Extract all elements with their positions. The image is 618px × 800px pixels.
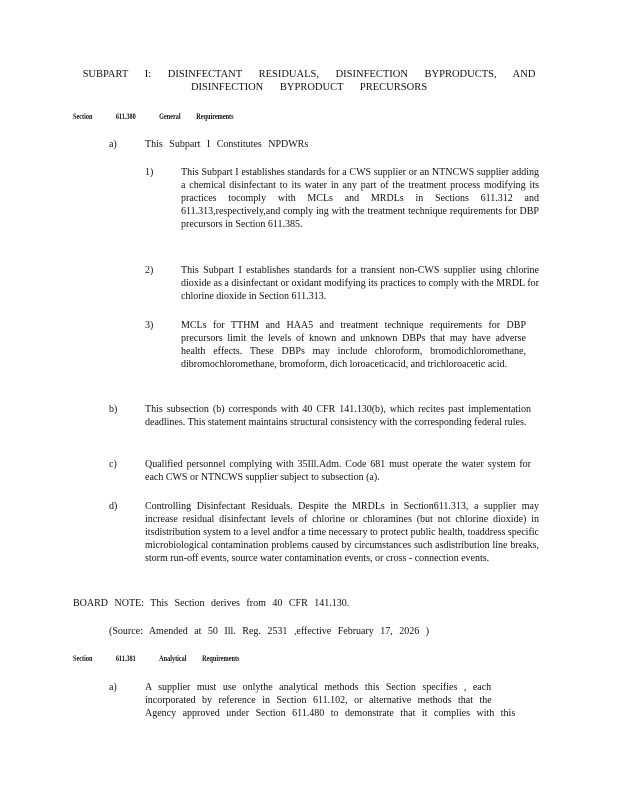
item-c-text: Qualified personnel complying with 35Ill.Adm. Code 681 must operate the water system for each CWS or NTNCWS supplier subject to subsection (a). [145,459,531,483]
section-word: Section [73,112,93,121]
source-note: (Source: Amended at 50 Ill. Reg. 2531 ,effective February 17, 2026 ) [109,626,430,637]
section-heading-611-381 [73,654,239,663]
item-2a-line-1: A supplier must use onlythe analytical methods this Section specifies , each [145,682,492,693]
item-2a-label: a) [109,682,117,693]
section-number: 611.381 [115,654,136,663]
section-number: 611.380 [115,112,136,121]
item-2a-line-2: incorporated by reference in Section 611.102, or alternative methods that the [145,695,492,706]
item-d-text: Controlling Disinfectant Residuals. Despite the MRDLs in Section611.313, a supplier may increase residual disinfectant levels of chlorine or chloramines (but not chlorine dioxide) in itsdistribution system to a level andfor a time necessary to protect public health, toaddress specific microbiological contamination problems caused by circumstances such asdistribution line breaks, storm run-off events, source water contamination events, or cross - connection events. [145,501,539,564]
item-2a-line-3: Agency approved under Section 611.480 to demonstrate that it complies with this [145,708,516,719]
section-heading-text: Analytical Requirements [159,654,240,663]
section-heading-text: General Requirements [159,112,234,121]
item-d-label: d) [109,501,118,512]
subpart-title: SUBPART I: DISINFECTANT RESIDUALS, DISINFECTION BYPRODUCTS, AND DISINFECTION BYPRODUCT PRECURSORS [82,69,536,93]
section-word: Section [73,654,93,663]
item-b-text: This subsection (b) corresponds with 40 CFR 141.130(b), which recites past implementation deadlines. This statement maintains structural consistency with the corresponding federal rules. [145,404,531,428]
item-b-label: b) [109,404,118,415]
item-c-label: c) [109,459,117,470]
item-a3-label: 3) [145,320,154,331]
item-a2-text: This Subpart I establishes standards for a transient non-CWS supplier using chlorine dioxide as a disinfectant or oxidant modifying its practices to comply with the MRDL for chlorine dioxide in Section 611.313. [181,265,539,302]
board-note: BOARD NOTE: This Section derives from 40 CFR 141.130. [73,598,350,609]
item-a-label: a) [109,139,117,150]
section-heading-611-380 [73,112,234,121]
item-a1-label: 1) [145,167,154,178]
item-a1-text: This Subpart I establishes standards for a CWS supplier or an NTNCWS supplier adding a chemical disinfectant to its water in any part of the treatment process modifying its practices tocomply with MCLs and MRDLs in Sections 611.312 and 611.313,respectively,and comply ing with the treatment technique requirements for DBP precursors in Section 611.385. [181,167,539,230]
item-a3-text: MCLs for TTHM and HAA5 and treatment technique requirements for DBP precursors limit the levels of known and unknown DBPs that may have adverse health effects. These DBPs may include chloroform, bromodichloromethane, dibromochloromethane, bromoform, dich loroaceticacid, and trichloroacetic acid. [181,320,526,370]
item-a-text: This Subpart I Constitutes NPDWRs [145,139,309,150]
item-a2-label: 2) [145,265,154,276]
